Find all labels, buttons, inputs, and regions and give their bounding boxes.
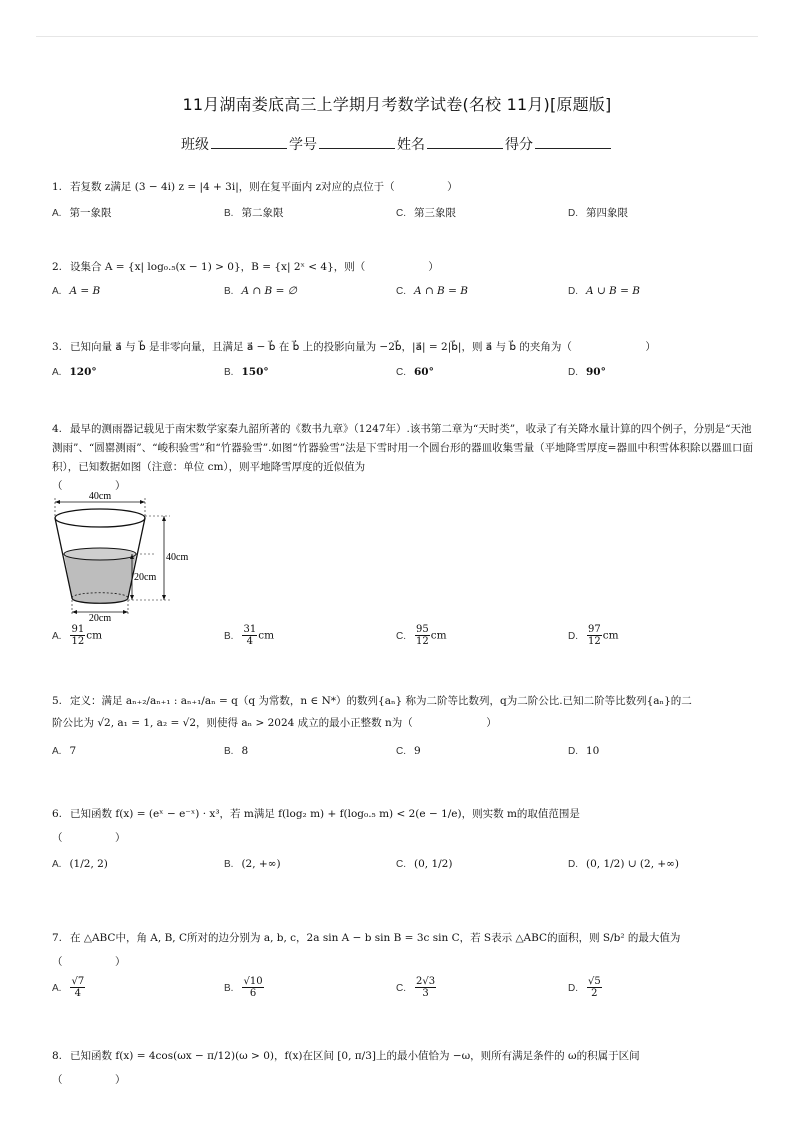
denominator: 3 bbox=[422, 988, 429, 999]
option-label: C. bbox=[396, 208, 406, 219]
option-label: D. bbox=[568, 286, 578, 297]
option-text: 第二象限 bbox=[241, 207, 284, 219]
question-7 bbox=[52, 926, 754, 974]
denominator: 4 bbox=[246, 636, 253, 647]
name-blank[interactable] bbox=[427, 136, 503, 149]
option-label: A. bbox=[52, 630, 62, 642]
answer-blank: （ ） bbox=[52, 1074, 126, 1086]
option-label: D. bbox=[568, 208, 578, 219]
option-text: 7 bbox=[69, 745, 77, 757]
option-text: 第三象限 bbox=[414, 207, 456, 219]
option-d[interactable] bbox=[568, 285, 640, 297]
option-c[interactable] bbox=[396, 285, 468, 297]
id-blank[interactable] bbox=[319, 136, 395, 149]
unit: cm bbox=[430, 629, 447, 642]
fraction bbox=[242, 624, 257, 647]
question-stem: 在 △ABC中，角 A, B, C所对的边分别为 a, b, c，2a sin A − b sin B = 3c sin C，若 S表示 △ABC的面积，则 S/b² 的最大值为 bbox=[70, 932, 681, 944]
option-text: A ∪ B = B bbox=[586, 285, 640, 297]
option-text: A ∩ B = B bbox=[414, 285, 468, 297]
question-stem-cont: 阶公比为 √2, a₁ = 1, a₂ = √2，则使得 aₙ > 2024 成立的最小正整数 n为（ ） bbox=[52, 717, 497, 729]
question-stem: 已知向量 a⃗ 与 b⃗ 是非零向量，且满足 a⃗ − b⃗ 在 b⃗ 上的投影向量为 −2b⃗，|a⃗| = 2|b⃗|，则 a⃗ 与 b⃗ 的夹角为（ ） bbox=[70, 341, 656, 353]
option-label: A. bbox=[52, 367, 62, 378]
denominator: 12 bbox=[71, 636, 85, 647]
numerator: 31 bbox=[243, 624, 257, 635]
option-a[interactable] bbox=[52, 205, 111, 220]
option-label: D. bbox=[568, 746, 578, 757]
option-c[interactable] bbox=[396, 858, 452, 870]
option-label: B. bbox=[224, 630, 234, 642]
option-b[interactable] bbox=[224, 285, 297, 297]
numerator: 2√3 bbox=[416, 976, 436, 987]
question-number: 3. bbox=[52, 341, 63, 353]
score-blank[interactable] bbox=[535, 136, 611, 149]
numerator: 97 bbox=[588, 624, 601, 635]
question-4-options bbox=[52, 624, 754, 654]
denominator: 2 bbox=[591, 988, 598, 999]
question-6-options bbox=[52, 858, 754, 884]
score-label: 得分 bbox=[505, 137, 533, 153]
option-d[interactable] bbox=[568, 366, 606, 378]
option-c[interactable] bbox=[396, 976, 437, 999]
question-number: 6. bbox=[52, 808, 63, 820]
option-label: B. bbox=[224, 286, 234, 297]
numerator: 95 bbox=[416, 624, 429, 635]
id-label: 学号 bbox=[289, 137, 317, 153]
option-label: C. bbox=[396, 367, 406, 378]
question-stem: 设集合 A = {x| log₀.₅(x − 1) > 0}，B = {x| 2ˣ < 4}，则（ ） bbox=[70, 261, 439, 273]
option-c[interactable] bbox=[396, 205, 456, 220]
frustum-bucket-diagram bbox=[48, 488, 198, 623]
name-label: 姓名 bbox=[397, 137, 425, 153]
option-label: D. bbox=[568, 982, 578, 994]
denominator: 12 bbox=[416, 636, 429, 647]
option-text: (0, 1/2) bbox=[414, 858, 453, 870]
option-label: B. bbox=[224, 982, 234, 994]
question-2-options bbox=[52, 285, 754, 307]
option-b[interactable] bbox=[224, 858, 281, 870]
question-number: 8. bbox=[52, 1050, 63, 1062]
numerator: √10 bbox=[243, 976, 263, 987]
question-8 bbox=[52, 1044, 754, 1092]
option-d[interactable] bbox=[568, 976, 603, 999]
question-number: 7. bbox=[52, 932, 63, 944]
snow-height-label: 20cm bbox=[134, 572, 157, 583]
option-text: A ∩ B = ∅ bbox=[241, 285, 297, 297]
option-text: 9 bbox=[414, 745, 421, 757]
snow-surface bbox=[64, 548, 136, 560]
option-label: D. bbox=[568, 367, 578, 378]
bottom-width-label: 20cm bbox=[88, 613, 112, 623]
unit: cm bbox=[258, 629, 275, 642]
option-b[interactable] bbox=[224, 624, 274, 647]
question-number: 4. bbox=[52, 423, 63, 435]
option-text: A = B bbox=[69, 285, 101, 297]
option-label: B. bbox=[224, 746, 234, 757]
option-a[interactable] bbox=[52, 624, 102, 647]
option-label: B. bbox=[224, 367, 234, 378]
option-text: 第四象限 bbox=[586, 207, 628, 219]
height-label: 40cm bbox=[166, 552, 189, 563]
option-a[interactable] bbox=[52, 858, 108, 870]
question-6 bbox=[52, 802, 754, 850]
question-stem: 已知函数 f(x) = (eˣ − e⁻ˣ) · x³，若 m满足 f(log₂ m) + f(log₀.₅ m) < 2(e − 1/e)，则实数 m的取值范围是 bbox=[70, 808, 580, 820]
option-text: (2, +∞) bbox=[241, 858, 281, 870]
option-a[interactable] bbox=[52, 366, 97, 378]
option-text: (1/2, 2) bbox=[69, 858, 108, 870]
page-title: 11月湖南娄底高三上学期月考数学试卷(名校 11月)[原题版] bbox=[182, 95, 612, 114]
question-number: 1. bbox=[52, 181, 63, 193]
denominator: 6 bbox=[249, 988, 257, 999]
option-label: C. bbox=[396, 859, 406, 870]
option-b[interactable] bbox=[224, 366, 269, 378]
option-d[interactable] bbox=[568, 858, 679, 870]
option-d[interactable] bbox=[568, 745, 599, 757]
option-label: A. bbox=[52, 208, 62, 219]
answer-blank: （ ） bbox=[52, 480, 126, 492]
numerator: √7 bbox=[71, 976, 85, 987]
question-5 bbox=[52, 690, 754, 734]
option-label: D. bbox=[568, 859, 578, 870]
option-b[interactable] bbox=[224, 745, 248, 757]
answer-blank: （ ） bbox=[52, 832, 126, 844]
question-7-options bbox=[52, 976, 754, 1006]
option-text: 90° bbox=[586, 366, 606, 378]
question-stem: 若复数 z满足 (3 − 4i) z = |4 + 3i|，则在复平面内 z对应的点位于（ ） bbox=[70, 181, 458, 193]
fraction bbox=[587, 624, 602, 647]
option-text: 150° bbox=[241, 366, 269, 378]
option-label: A. bbox=[52, 859, 62, 870]
question-3-options bbox=[52, 366, 754, 388]
option-a[interactable] bbox=[52, 285, 100, 297]
question-3 bbox=[52, 338, 754, 356]
answer-blank: （ ） bbox=[52, 956, 126, 968]
question-number: 2. bbox=[52, 261, 63, 273]
numerator: 91 bbox=[71, 624, 85, 635]
question-1 bbox=[52, 178, 754, 196]
numerator: √5 bbox=[588, 976, 601, 987]
option-text: 10 bbox=[586, 745, 600, 757]
class-label: 班级 bbox=[181, 137, 209, 153]
option-label: C. bbox=[396, 746, 406, 757]
unit: cm bbox=[86, 629, 103, 642]
bucket-rim bbox=[55, 509, 145, 527]
denominator: 12 bbox=[588, 636, 601, 647]
class-blank[interactable] bbox=[211, 136, 287, 149]
option-label: D. bbox=[568, 630, 578, 642]
top-width-label: 40cm bbox=[88, 491, 112, 502]
question-5-options bbox=[52, 745, 754, 767]
option-text: 8 bbox=[241, 745, 249, 757]
option-label: C. bbox=[396, 630, 406, 642]
question-number: 5. bbox=[52, 695, 63, 707]
option-label: B. bbox=[224, 859, 234, 870]
option-text: 60° bbox=[414, 366, 434, 378]
header-rule bbox=[36, 36, 758, 37]
option-a[interactable] bbox=[52, 976, 86, 999]
option-label: C. bbox=[396, 982, 406, 994]
denominator: 4 bbox=[74, 988, 81, 999]
fraction bbox=[70, 624, 85, 647]
option-b[interactable] bbox=[224, 205, 283, 220]
option-text: 第一象限 bbox=[69, 207, 112, 219]
option-d[interactable] bbox=[568, 624, 619, 647]
question-stem: 最早的测雨器记载见于南宋数学家秦九韶所著的《数书九章》（1247年）.该书第二章为“天时类”，收录了有关降水量计算的四个例子，分别是“天池测雨”、“圆罂测雨”、“峻积验雪”和“竹器验雪”.如图“竹器验雪”法是下雪时用一个圆台形的器皿收集雪量（平地降雪厚度=器皿中积雪体积除以器皿口面积），已知数据如图（注意：单位 cm），则平地降雪厚度的近似值为 bbox=[52, 423, 753, 473]
question-2 bbox=[52, 258, 754, 276]
option-a[interactable] bbox=[52, 745, 76, 757]
option-c[interactable] bbox=[396, 366, 434, 378]
question-stem: 已知函数 f(x) = 4cos(ωx − π/12)(ω > 0)，f(x)在区间 [0, π/3]上的最小值恰为 −ω，则所有满足条件的 ω的积属于区间 bbox=[70, 1050, 640, 1062]
option-label: C. bbox=[396, 286, 406, 297]
fraction bbox=[242, 976, 263, 999]
fraction bbox=[587, 976, 602, 999]
student-info-line bbox=[0, 134, 794, 154]
fraction bbox=[70, 976, 85, 999]
question-4 bbox=[52, 420, 754, 496]
option-d[interactable] bbox=[568, 205, 628, 220]
question-1-options bbox=[52, 205, 754, 227]
option-b[interactable] bbox=[224, 976, 265, 999]
option-label: B. bbox=[224, 208, 234, 219]
option-label: A. bbox=[52, 286, 62, 297]
option-label: A. bbox=[52, 982, 62, 994]
fraction bbox=[415, 624, 430, 647]
option-c[interactable] bbox=[396, 745, 421, 757]
option-c[interactable] bbox=[396, 624, 447, 647]
question-stem: 定义：满足 aₙ₊₂/aₙ₊₁ : aₙ₊₁/aₙ = q（q 为常数，n ∈ N*）的数列{aₙ} 称为二阶等比数列，q为二阶公比.已知二阶等比数列{aₙ}的二 bbox=[70, 695, 692, 707]
option-text: 120° bbox=[69, 366, 97, 378]
option-label: A. bbox=[52, 746, 62, 757]
unit: cm bbox=[602, 629, 619, 642]
option-text: (0, 1/2) ∪ (2, +∞) bbox=[586, 858, 680, 870]
fraction bbox=[415, 976, 436, 999]
